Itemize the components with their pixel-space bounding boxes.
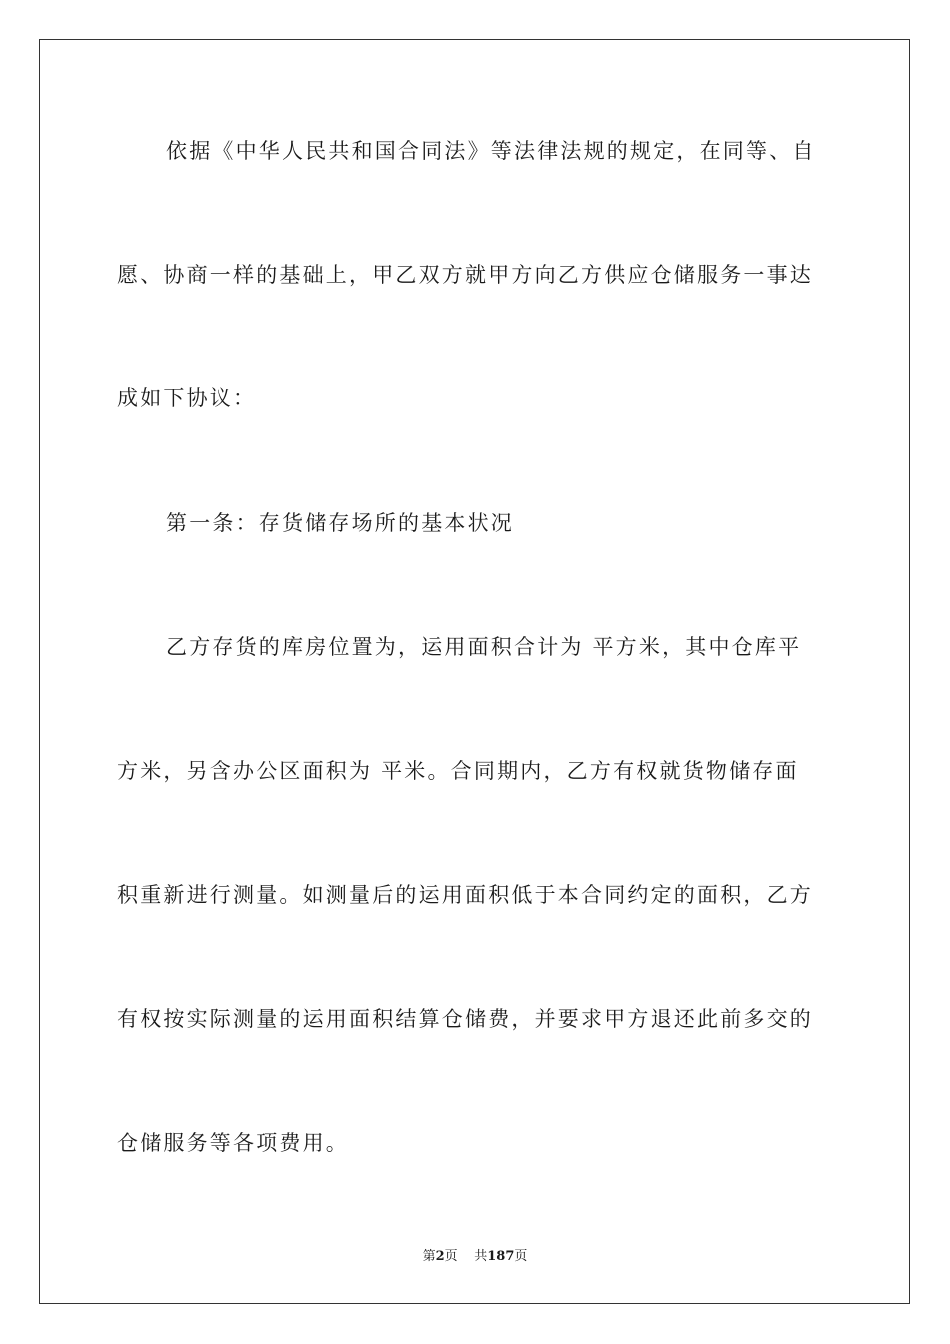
paragraph-1-line-3: 成如下协议：: [117, 386, 257, 410]
paragraph-2-line-3: 积重新进行测量。如测量后的运用面积低于本合同约定的面积，乙方: [117, 883, 813, 907]
page-number: 2: [435, 1249, 445, 1264]
paragraph-1-line-2: 愿、协商一样的基础上，甲乙双方就甲方向乙方供应仓储服务一事达: [117, 263, 813, 287]
total-pages: 187: [487, 1249, 515, 1264]
total-prefix: 共: [474, 1249, 488, 1264]
page-footer: [0, 1248, 950, 1266]
page-border: [39, 39, 910, 1304]
page-suffix: 页: [444, 1249, 458, 1264]
page-prefix: 第: [422, 1249, 436, 1264]
article-1-heading: 第一条：存货储存场所的基本状况: [166, 511, 514, 535]
paragraph-2-line-4: 有权按实际测量的运用面积结算仓储费，并要求甲方退还此前多交的: [117, 1007, 813, 1031]
paragraph-2-line-5: 仓储服务等各项费用。: [117, 1131, 349, 1155]
paragraph-2-line-1: 乙方存货的库房位置为，运用面积合计为 平方米，其中仓库平: [166, 635, 802, 659]
paragraph-2-line-2: 方米，另含办公区面积为 平米。合同期内，乙方有权就货物储存面: [117, 759, 799, 783]
paragraph-1-line-1: 依据《中华人民共和国合同法》等法律法规的规定，在同等、自: [166, 139, 816, 163]
total-suffix: 页: [514, 1249, 528, 1264]
